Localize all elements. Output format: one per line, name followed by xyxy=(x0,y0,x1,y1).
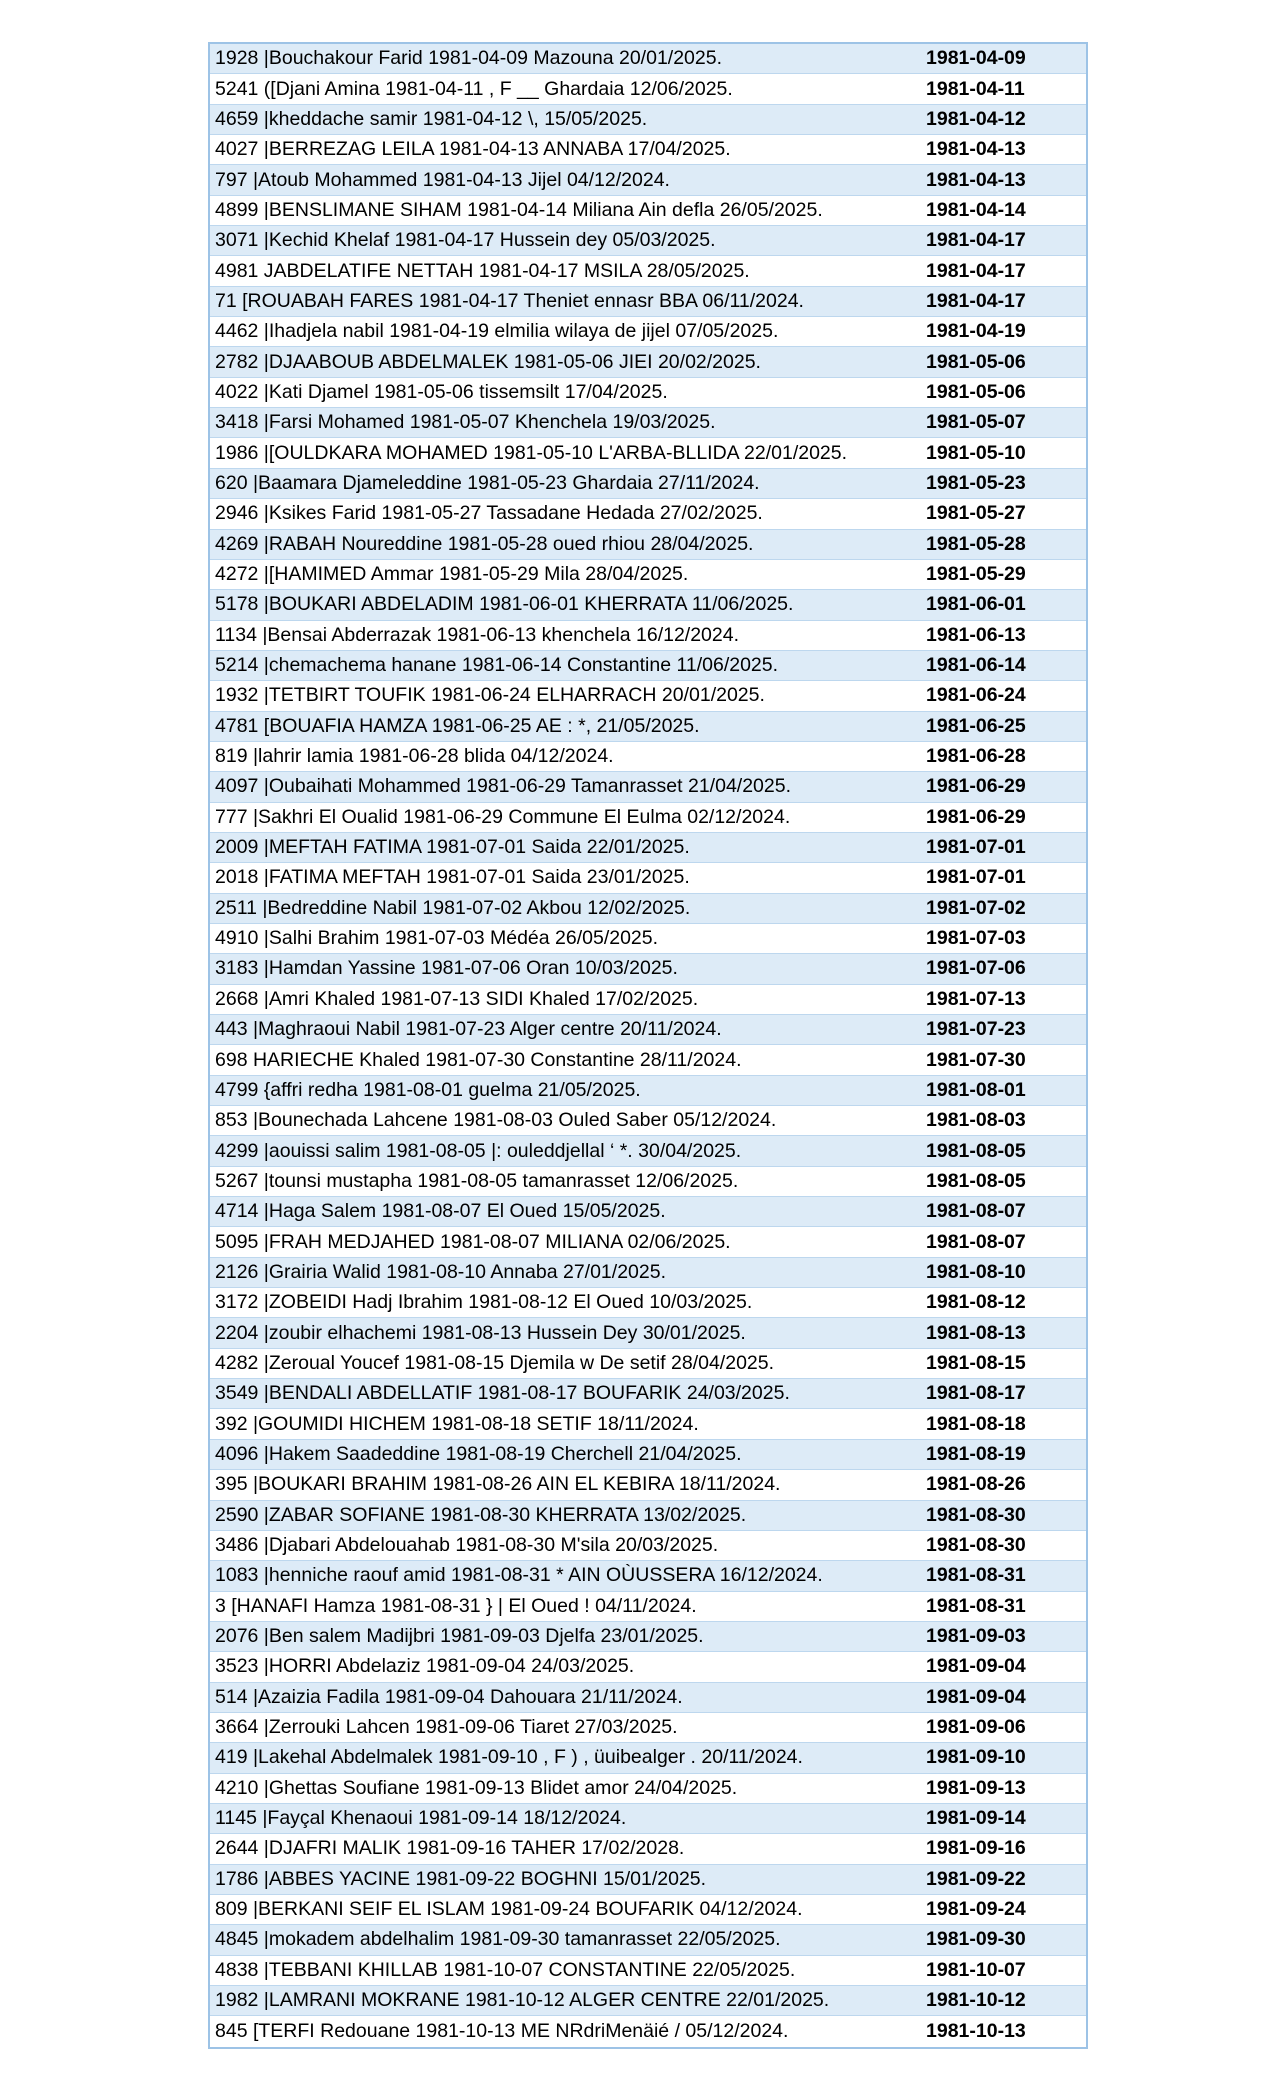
record-date: 1981-04-09 xyxy=(926,47,1026,70)
record-date: 1981-10-13 xyxy=(926,2020,1026,2043)
record-text: 3664 |Zerrouki Lahcen 1981-09-06 Tiaret 27/03/2025. xyxy=(215,1716,678,1739)
record-date: 1981-05-23 xyxy=(926,471,1026,494)
record-text: 4272 |[HAMIMED Ammar 1981-05-29 Mila 28/04/2025. xyxy=(215,563,689,586)
record-date: 1981-07-03 xyxy=(926,927,1026,950)
record-text: 2668 |Amri Khaled 1981-07-13 SIDI Khaled 17/02/2025. xyxy=(215,987,699,1010)
record-date: 1981-07-01 xyxy=(926,866,1026,889)
table-row xyxy=(210,1258,1086,1288)
table-row xyxy=(210,1895,1086,1925)
record-date: 1981-06-13 xyxy=(926,623,1026,646)
record-text: 1083 |henniche raouf amid 1981-08-31 * AIN OÙUSSERA 16/12/2024. xyxy=(215,1564,823,1587)
record-date: 1981-09-04 xyxy=(926,1655,1026,1678)
record-date: 1981-09-16 xyxy=(926,1837,1026,1860)
table-row xyxy=(210,1409,1086,1439)
table-row xyxy=(210,1227,1086,1257)
record-text: 3172 |ZOBEIDI Hadj Ibrahim 1981-08-12 El Oued 10/03/2025. xyxy=(215,1291,753,1314)
record-date: 1981-04-17 xyxy=(926,229,1026,252)
record-date: 1981-04-13 xyxy=(926,168,1026,191)
record-date: 1981-08-03 xyxy=(926,1109,1026,1132)
table-row xyxy=(210,1804,1086,1834)
record-text: 819 |lahrir lamia 1981-06-28 blida 04/12/2024. xyxy=(215,745,614,768)
record-text: 4210 |Ghettas Soufiane 1981-09-13 Blidet amor 24/04/2025. xyxy=(215,1776,738,1799)
table-row xyxy=(210,772,1086,802)
table-row xyxy=(210,1440,1086,1470)
record-text: 514 |Azaizia Fadila 1981-09-04 Dahouara 21/11/2024. xyxy=(215,1685,683,1708)
record-date: 1981-09-22 xyxy=(926,1867,1026,1890)
record-date: 1981-06-29 xyxy=(926,775,1026,798)
record-date: 1981-05-07 xyxy=(926,411,1026,434)
table-row xyxy=(210,74,1086,104)
record-date: 1981-09-14 xyxy=(926,1807,1026,1830)
table-row xyxy=(210,1136,1086,1166)
record-date: 1981-05-06 xyxy=(926,350,1026,373)
record-date: 1981-08-31 xyxy=(926,1594,1026,1617)
record-text: 2644 |DJAFRI MALIK 1981-09-16 TAHER 17/02/2028. xyxy=(215,1837,685,1860)
table-row xyxy=(210,863,1086,893)
table-row xyxy=(210,1349,1086,1379)
record-date: 1981-07-02 xyxy=(926,896,1026,919)
table-row xyxy=(210,894,1086,924)
record-date: 1981-06-28 xyxy=(926,745,1026,768)
table-row xyxy=(210,1986,1086,2016)
record-text: 3549 |BENDALI ABDELLATIF 1981-08-17 BOUFARIK 24/03/2025. xyxy=(215,1382,790,1405)
record-text: 1928 |Bouchakour Farid 1981-04-09 Mazouna 20/01/2025. xyxy=(215,47,723,70)
table-row xyxy=(210,1197,1086,1227)
record-text: 1932 |TETBIRT TOUFIK 1981-06-24 ELHARRACH 20/01/2025. xyxy=(215,684,765,707)
record-date: 1981-04-19 xyxy=(926,320,1026,343)
record-text: 4899 |BENSLIMANE SIHAM 1981-04-14 Miliana Ain defla 26/05/2025. xyxy=(215,198,823,221)
record-text: 4714 |Haga Salem 1981-08-07 El Oued 15/05/2025. xyxy=(215,1200,666,1223)
record-date: 1981-05-10 xyxy=(926,441,1026,464)
table-row xyxy=(210,378,1086,408)
record-text: 3 [HANAFI Hamza 1981-08-31 } | El Oued ! 04/11/2024. xyxy=(215,1594,697,1617)
table-row xyxy=(210,1379,1086,1409)
table-row xyxy=(210,1015,1086,1045)
table-row xyxy=(210,651,1086,681)
record-text: 4845 |mokadem abdelhalim 1981-09-30 tamanrasset 22/05/2025. xyxy=(215,1928,781,1951)
record-text: 2946 |Ksikes Farid 1981-05-27 Tassadane Hedada 27/02/2025. xyxy=(215,502,763,525)
record-text: 809 |BERKANI SEIF EL ISLAM 1981-09-24 BOUFARIK 04/12/2024. xyxy=(215,1898,803,1921)
record-text: 4022 |Kati Djamel 1981-05-06 tissemsilt 17/04/2025. xyxy=(215,380,668,403)
table-row xyxy=(210,803,1086,833)
table-row xyxy=(210,1834,1086,1864)
record-date: 1981-07-13 xyxy=(926,987,1026,1010)
record-date: 1981-08-18 xyxy=(926,1412,1026,1435)
record-date: 1981-07-01 xyxy=(926,836,1026,859)
table-row xyxy=(210,469,1086,499)
table-row xyxy=(210,833,1086,863)
record-date: 1981-08-05 xyxy=(926,1139,1026,1162)
record-text: 4910 |Salhi Brahim 1981-07-03 Médéa 26/05/2025. xyxy=(215,927,659,950)
records-table xyxy=(208,42,1088,2049)
record-text: 777 |Sakhri El Oualid 1981-06-29 Commune El Eulma 02/12/2024. xyxy=(215,805,791,828)
table-row xyxy=(210,954,1086,984)
record-date: 1981-05-06 xyxy=(926,380,1026,403)
table-row xyxy=(210,317,1086,347)
table-row xyxy=(210,287,1086,317)
table-row xyxy=(210,1167,1086,1197)
record-date: 1981-09-10 xyxy=(926,1746,1026,1769)
record-text: 4981 JABDELATIFE NETTAH 1981-04-17 MSILA 28/05/2025. xyxy=(215,259,750,282)
record-text: 5241 ([Djani Amina 1981-04-11 , F __ Ghardaia 12/06/2025. xyxy=(215,77,733,100)
table-row xyxy=(210,1470,1086,1500)
table-row xyxy=(210,44,1086,74)
record-date: 1981-06-01 xyxy=(926,593,1026,616)
record-date: 1981-08-13 xyxy=(926,1321,1026,1344)
table-row xyxy=(210,1045,1086,1075)
record-text: 4781 [BOUAFIA HAMZA 1981-06-25 AE : *, 21/05/2025. xyxy=(215,714,700,737)
record-date: 1981-05-29 xyxy=(926,563,1026,586)
record-date: 1981-08-31 xyxy=(926,1564,1026,1587)
record-date: 1981-06-25 xyxy=(926,714,1026,737)
record-text: 2018 |FATIMA MEFTAH 1981-07-01 Saida 23/01/2025. xyxy=(215,866,690,889)
table-row xyxy=(210,1531,1086,1561)
table-row xyxy=(210,256,1086,286)
record-text: 797 |Atoub Mohammed 1981-04-13 Jijel 04/12/2024. xyxy=(215,168,670,191)
record-text: 71 [ROUABAH FARES 1981-04-17 Theniet ennasr BBA 06/11/2024. xyxy=(215,289,804,312)
table-row xyxy=(210,1743,1086,1773)
table-row xyxy=(210,408,1086,438)
record-date: 1981-08-01 xyxy=(926,1078,1026,1101)
record-date: 1981-06-29 xyxy=(926,805,1026,828)
record-date: 1981-04-17 xyxy=(926,259,1026,282)
record-date: 1981-09-04 xyxy=(926,1685,1026,1708)
record-text: 2076 |Ben salem Madijbri 1981-09-03 Djelfa 23/01/2025. xyxy=(215,1625,704,1648)
record-text: 1145 |Fayçal Khenaoui 1981-09-14 18/12/2024. xyxy=(215,1807,627,1830)
table-row xyxy=(210,1774,1086,1804)
record-date: 1981-08-07 xyxy=(926,1230,1026,1253)
record-text: 845 [TERFI Redouane 1981-10-13 ME NRdriMenäié / 05/12/2024. xyxy=(215,2020,789,2043)
record-text: 2782 |DJAABOUB ABDELMALEK 1981-05-06 JIEI 20/02/2025. xyxy=(215,350,761,373)
record-date: 1981-08-17 xyxy=(926,1382,1026,1405)
table-row xyxy=(210,1501,1086,1531)
table-row xyxy=(210,985,1086,1015)
table-row xyxy=(210,1652,1086,1682)
record-date: 1981-04-11 xyxy=(926,77,1025,100)
record-date: 1981-06-24 xyxy=(926,684,1026,707)
table-row xyxy=(210,2016,1086,2046)
record-date: 1981-09-03 xyxy=(926,1625,1026,1648)
table-row xyxy=(210,1106,1086,1136)
table-row xyxy=(210,226,1086,256)
table-row xyxy=(210,924,1086,954)
record-date: 1981-08-19 xyxy=(926,1442,1026,1465)
record-date: 1981-09-30 xyxy=(926,1928,1026,1951)
record-text: 5267 |tounsi mustapha 1981-08-05 tamanrasset 12/06/2025. xyxy=(215,1169,739,1192)
record-date: 1981-09-13 xyxy=(926,1776,1026,1799)
record-date: 1981-04-13 xyxy=(926,138,1026,161)
record-date: 1981-09-24 xyxy=(926,1898,1026,1921)
record-text: 1982 |LAMRANI MOKRANE 1981-10-12 ALGER CENTRE 22/01/2025. xyxy=(215,1989,830,2012)
table-row xyxy=(210,621,1086,651)
record-text: 4659 |kheddache samir 1981-04-12 \, 15/05/2025. xyxy=(215,107,648,130)
record-date: 1981-08-26 xyxy=(926,1473,1026,1496)
record-date: 1981-08-15 xyxy=(926,1351,1026,1374)
table-row xyxy=(210,105,1086,135)
record-text: 5095 |FRAH MEDJAHED 1981-08-07 MILIANA 02/06/2025. xyxy=(215,1230,731,1253)
record-text: 4097 |Oubaihati Mohammed 1981-06-29 Tamanrasset 21/04/2025. xyxy=(215,775,792,798)
table-row xyxy=(210,560,1086,590)
record-text: 2204 |zoubir elhachemi 1981-08-13 Hussein Dey 30/01/2025. xyxy=(215,1321,746,1344)
record-text: 853 |Bounechada Lahcene 1981-08-03 Ouled Saber 05/12/2024. xyxy=(215,1109,777,1132)
record-text: 4462 |Ihadjela nabil 1981-04-19 elmilia wilaya de jijel 07/05/2025. xyxy=(215,320,779,343)
record-text: 3071 |Kechid Khelaf 1981-04-17 Hussein dey 05/03/2025. xyxy=(215,229,716,252)
record-text: 395 |BOUKARI BRAHIM 1981-08-26 AIN EL KEBIRA 18/11/2024. xyxy=(215,1473,781,1496)
record-text: 1786 |ABBES YACINE 1981-09-22 BOGHNI 15/01/2025. xyxy=(215,1867,707,1890)
table-row xyxy=(210,165,1086,195)
record-text: 3523 |HORRI Abdelaziz 1981-09-04 24/03/2025. xyxy=(215,1655,635,1678)
record-text: 1134 |Bensai Abderrazak 1981-06-13 khenchela 16/12/2024. xyxy=(215,623,740,646)
record-date: 1981-05-27 xyxy=(926,502,1026,525)
table-row xyxy=(210,1622,1086,1652)
record-date: 1981-08-30 xyxy=(926,1503,1026,1526)
table-row xyxy=(210,1318,1086,1348)
table-row xyxy=(210,1925,1086,1955)
record-text: 4799 {affri redha 1981-08-01 guelma 21/05/2025. xyxy=(215,1078,641,1101)
record-date: 1981-08-05 xyxy=(926,1169,1026,1192)
record-date: 1981-07-06 xyxy=(926,957,1026,980)
table-row xyxy=(210,681,1086,711)
record-text: 4838 |TEBBANI KHILLAB 1981-10-07 CONSTANTINE 22/05/2025. xyxy=(215,1958,796,1981)
table-row xyxy=(210,530,1086,560)
table-row xyxy=(210,742,1086,772)
record-text: 3183 |Hamdan Yassine 1981-07-06 Oran 10/03/2025. xyxy=(215,957,678,980)
record-date: 1981-04-17 xyxy=(926,289,1026,312)
record-date: 1981-08-30 xyxy=(926,1534,1026,1557)
record-date: 1981-07-23 xyxy=(926,1018,1026,1041)
table-row xyxy=(210,1713,1086,1743)
record-text: 443 |Maghraoui Nabil 1981-07-23 Alger centre 20/11/2024. xyxy=(215,1018,722,1041)
table-row xyxy=(210,590,1086,620)
table-row xyxy=(210,135,1086,165)
table-row xyxy=(210,1592,1086,1622)
record-date: 1981-07-30 xyxy=(926,1048,1026,1071)
table-row xyxy=(210,438,1086,468)
record-text: 2126 |Grairia Walid 1981-08-10 Annaba 27/01/2025. xyxy=(215,1260,666,1283)
record-text: 4282 |Zeroual Youcef 1981-08-15 Djemila w De setif 28/04/2025. xyxy=(215,1351,775,1374)
record-text: 1986 |[OULDKARA MOHAMED 1981-05-10 L'ARBA-BLLIDA 22/01/2025. xyxy=(215,441,848,464)
record-text: 5178 |BOUKARI ABDELADIM 1981-06-01 KHERRATA 11/06/2025. xyxy=(215,593,794,616)
record-text: 4096 |Hakem Saadeddine 1981-08-19 Cherchell 21/04/2025. xyxy=(215,1442,742,1465)
record-text: 4269 |RABAH Noureddine 1981-05-28 oued rhiou 28/04/2025. xyxy=(215,532,754,555)
table-row xyxy=(210,1865,1086,1895)
record-text: 4299 |aouissi salim 1981-08-05 |: ouleddjellal ‘ *. 30/04/2025. xyxy=(215,1139,742,1162)
table-row xyxy=(210,1076,1086,1106)
table-row xyxy=(210,1288,1086,1318)
record-text: 392 |GOUMIDI HICHEM 1981-08-18 SETIF 18/11/2024. xyxy=(215,1412,699,1435)
table-row xyxy=(210,196,1086,226)
record-date: 1981-08-10 xyxy=(926,1260,1026,1283)
record-text: 2009 |MEFTAH FATIMA 1981-07-01 Saida 22/01/2025. xyxy=(215,836,690,859)
record-text: 620 |Baamara Djameleddine 1981-05-23 Ghardaia 27/11/2024. xyxy=(215,471,760,494)
table-row xyxy=(210,499,1086,529)
record-text: 2511 |Bedreddine Nabil 1981-07-02 Akbou 12/02/2025. xyxy=(215,896,691,919)
record-date: 1981-06-14 xyxy=(926,654,1026,677)
record-date: 1981-10-12 xyxy=(926,1989,1026,2012)
record-date: 1981-09-06 xyxy=(926,1716,1026,1739)
record-text: 5214 |chemachema hanane 1981-06-14 Constantine 11/06/2025. xyxy=(215,654,779,677)
table-row xyxy=(210,712,1086,742)
record-text: 698 HARIECHE Khaled 1981-07-30 Constantine 28/11/2024. xyxy=(215,1048,742,1071)
record-date: 1981-08-07 xyxy=(926,1200,1026,1223)
table-row xyxy=(210,347,1086,377)
record-date: 1981-08-12 xyxy=(926,1291,1026,1314)
record-text: 2590 |ZABAR SOFIANE 1981-08-30 KHERRATA 13/02/2025. xyxy=(215,1503,747,1526)
record-text: 4027 |BERREZAG LEILA 1981-04-13 ANNABA 17/04/2025. xyxy=(215,138,731,161)
record-text: 3418 |Farsi Mohamed 1981-05-07 Khenchela 19/03/2025. xyxy=(215,411,716,434)
record-text: 3486 |Djabari Abdelouahab 1981-08-30 M'sila 20/03/2025. xyxy=(215,1534,719,1557)
record-date: 1981-04-12 xyxy=(926,107,1026,130)
table-row xyxy=(210,1956,1086,1986)
table-row xyxy=(210,1561,1086,1591)
table-row xyxy=(210,1683,1086,1713)
record-text: 419 |Lakehal Abdelmalek 1981-09-10 , F ) , üuibealger . 20/11/2024. xyxy=(215,1746,803,1769)
record-date: 1981-10-07 xyxy=(926,1958,1026,1981)
record-date: 1981-05-28 xyxy=(926,532,1026,555)
record-date: 1981-04-14 xyxy=(926,198,1026,221)
